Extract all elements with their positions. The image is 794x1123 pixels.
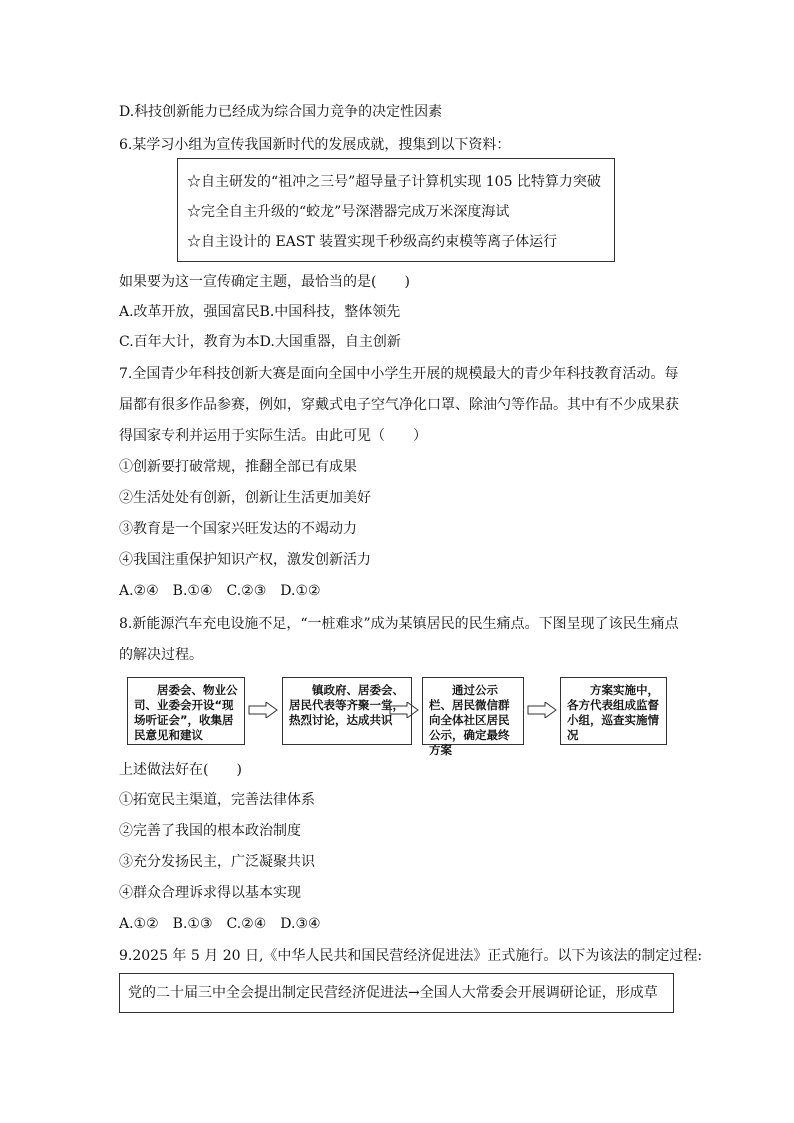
question-6-options-line2: C.百年大计，教育为本D.大国重器，自主创新 (119, 334, 401, 350)
question-8-choice: ②完善了我国的根本政治制度 (119, 823, 301, 839)
arrow-right-icon (248, 702, 278, 718)
question-7-choice: ②生活处处有创新，创新让生活更加美好 (119, 490, 371, 506)
question-6-question: 如果要为这一宣传确定主题，最恰当的是( ) (119, 274, 410, 290)
flow-step-4: 方案实施中，各方代表组成监督小组，巡查实施情况 (560, 677, 667, 745)
material-item: ☆完全自主升级的“蛟龙”号深潜器完成万米深度海试 (187, 204, 510, 220)
question-6-stem: 6.某学习小组为宣传我国新时代的发展成就，搜集到以下资料： (119, 137, 511, 153)
question-8-choice: ④群众合理诉求得以基本实现 (119, 885, 301, 901)
question-7-options: A.②④ B.①④ C.②③ D.①② (119, 583, 321, 599)
material-item: ☆自主设计的 EAST 装置实现千秒级高约束模等离子体运行 (187, 234, 558, 250)
question-8-question: 上述做法好在( ) (119, 762, 242, 778)
question-9-stem: 9.2025 年 5 月 20 日,《中华人民共和国民营经济促进法》正式施行。以下为该法的制定过程: (119, 948, 703, 964)
question-7-stem-line2: 届都有很多作品参赛，例如，穿戴式电子空气净化口罩、除油勺等作品。其中有不少成果获 (119, 397, 679, 413)
question-8-choice: ①拓宽民主渠道，完善法律体系 (119, 792, 315, 808)
arrow-right-icon (389, 702, 419, 718)
flow-step-2: 镇政府、居委会、居民代表等齐聚一堂，热烈讨论，达成共识 (282, 677, 412, 745)
flow-step-3: 通过公示栏、居民微信群向全体社区居民公示，确定最终方案 (422, 677, 524, 745)
question-7-choice: ④我国注重保护知识产权，激发创新活力 (119, 552, 371, 568)
question-8-stem-line1: 8.新能源汽车充电设施不足，“一桩难求”成为某镇居民的民生痛点。下图呈现了该民生痛点 (119, 616, 679, 632)
question-6-options-line1: A.改革开放，强国富民B.中国科技，整体领先 (119, 304, 401, 320)
question-7-choice: ①创新要打破常规，推翻全部已有成果 (119, 459, 357, 475)
question-6-materials-box (177, 158, 615, 262)
question-7-choice: ③教育是一个国家兴旺发达的不竭动力 (119, 521, 357, 537)
arrow-right-icon (527, 702, 557, 718)
question-8-options: A.①② B.①③ C.②④ D.③④ (119, 916, 321, 932)
question-8-choice: ③充分发扬民主，广泛凝聚共识 (119, 854, 315, 870)
question-7-stem-line3: 得国家专利并运用于实际生活。由此可见（ ） (119, 428, 427, 444)
material-item: ☆自主研发的“祖冲之三号”超导量子计算机实现 105 比特算力突破 (187, 174, 601, 190)
flow-step-1: 居委会、物业公司、业委会开设“现场听证会”，收集居民意见和建议 (127, 677, 245, 745)
question-8-stem-line2: 的解决过程。 (119, 647, 203, 663)
question-9-process-box: 党的二十届三中全会提出制定民营经济促进法→全国人大常委会开展调研论证，形成草 (119, 973, 674, 1013)
question-5-option-d: D.科技创新能力已经成为综合国力竞争的决定性因素 (119, 104, 443, 120)
question-7-stem-line1: 7.全国青少年科技创新大赛是面向全国中小学生开展的规模最大的青少年科技教育活动。每 (119, 366, 679, 382)
